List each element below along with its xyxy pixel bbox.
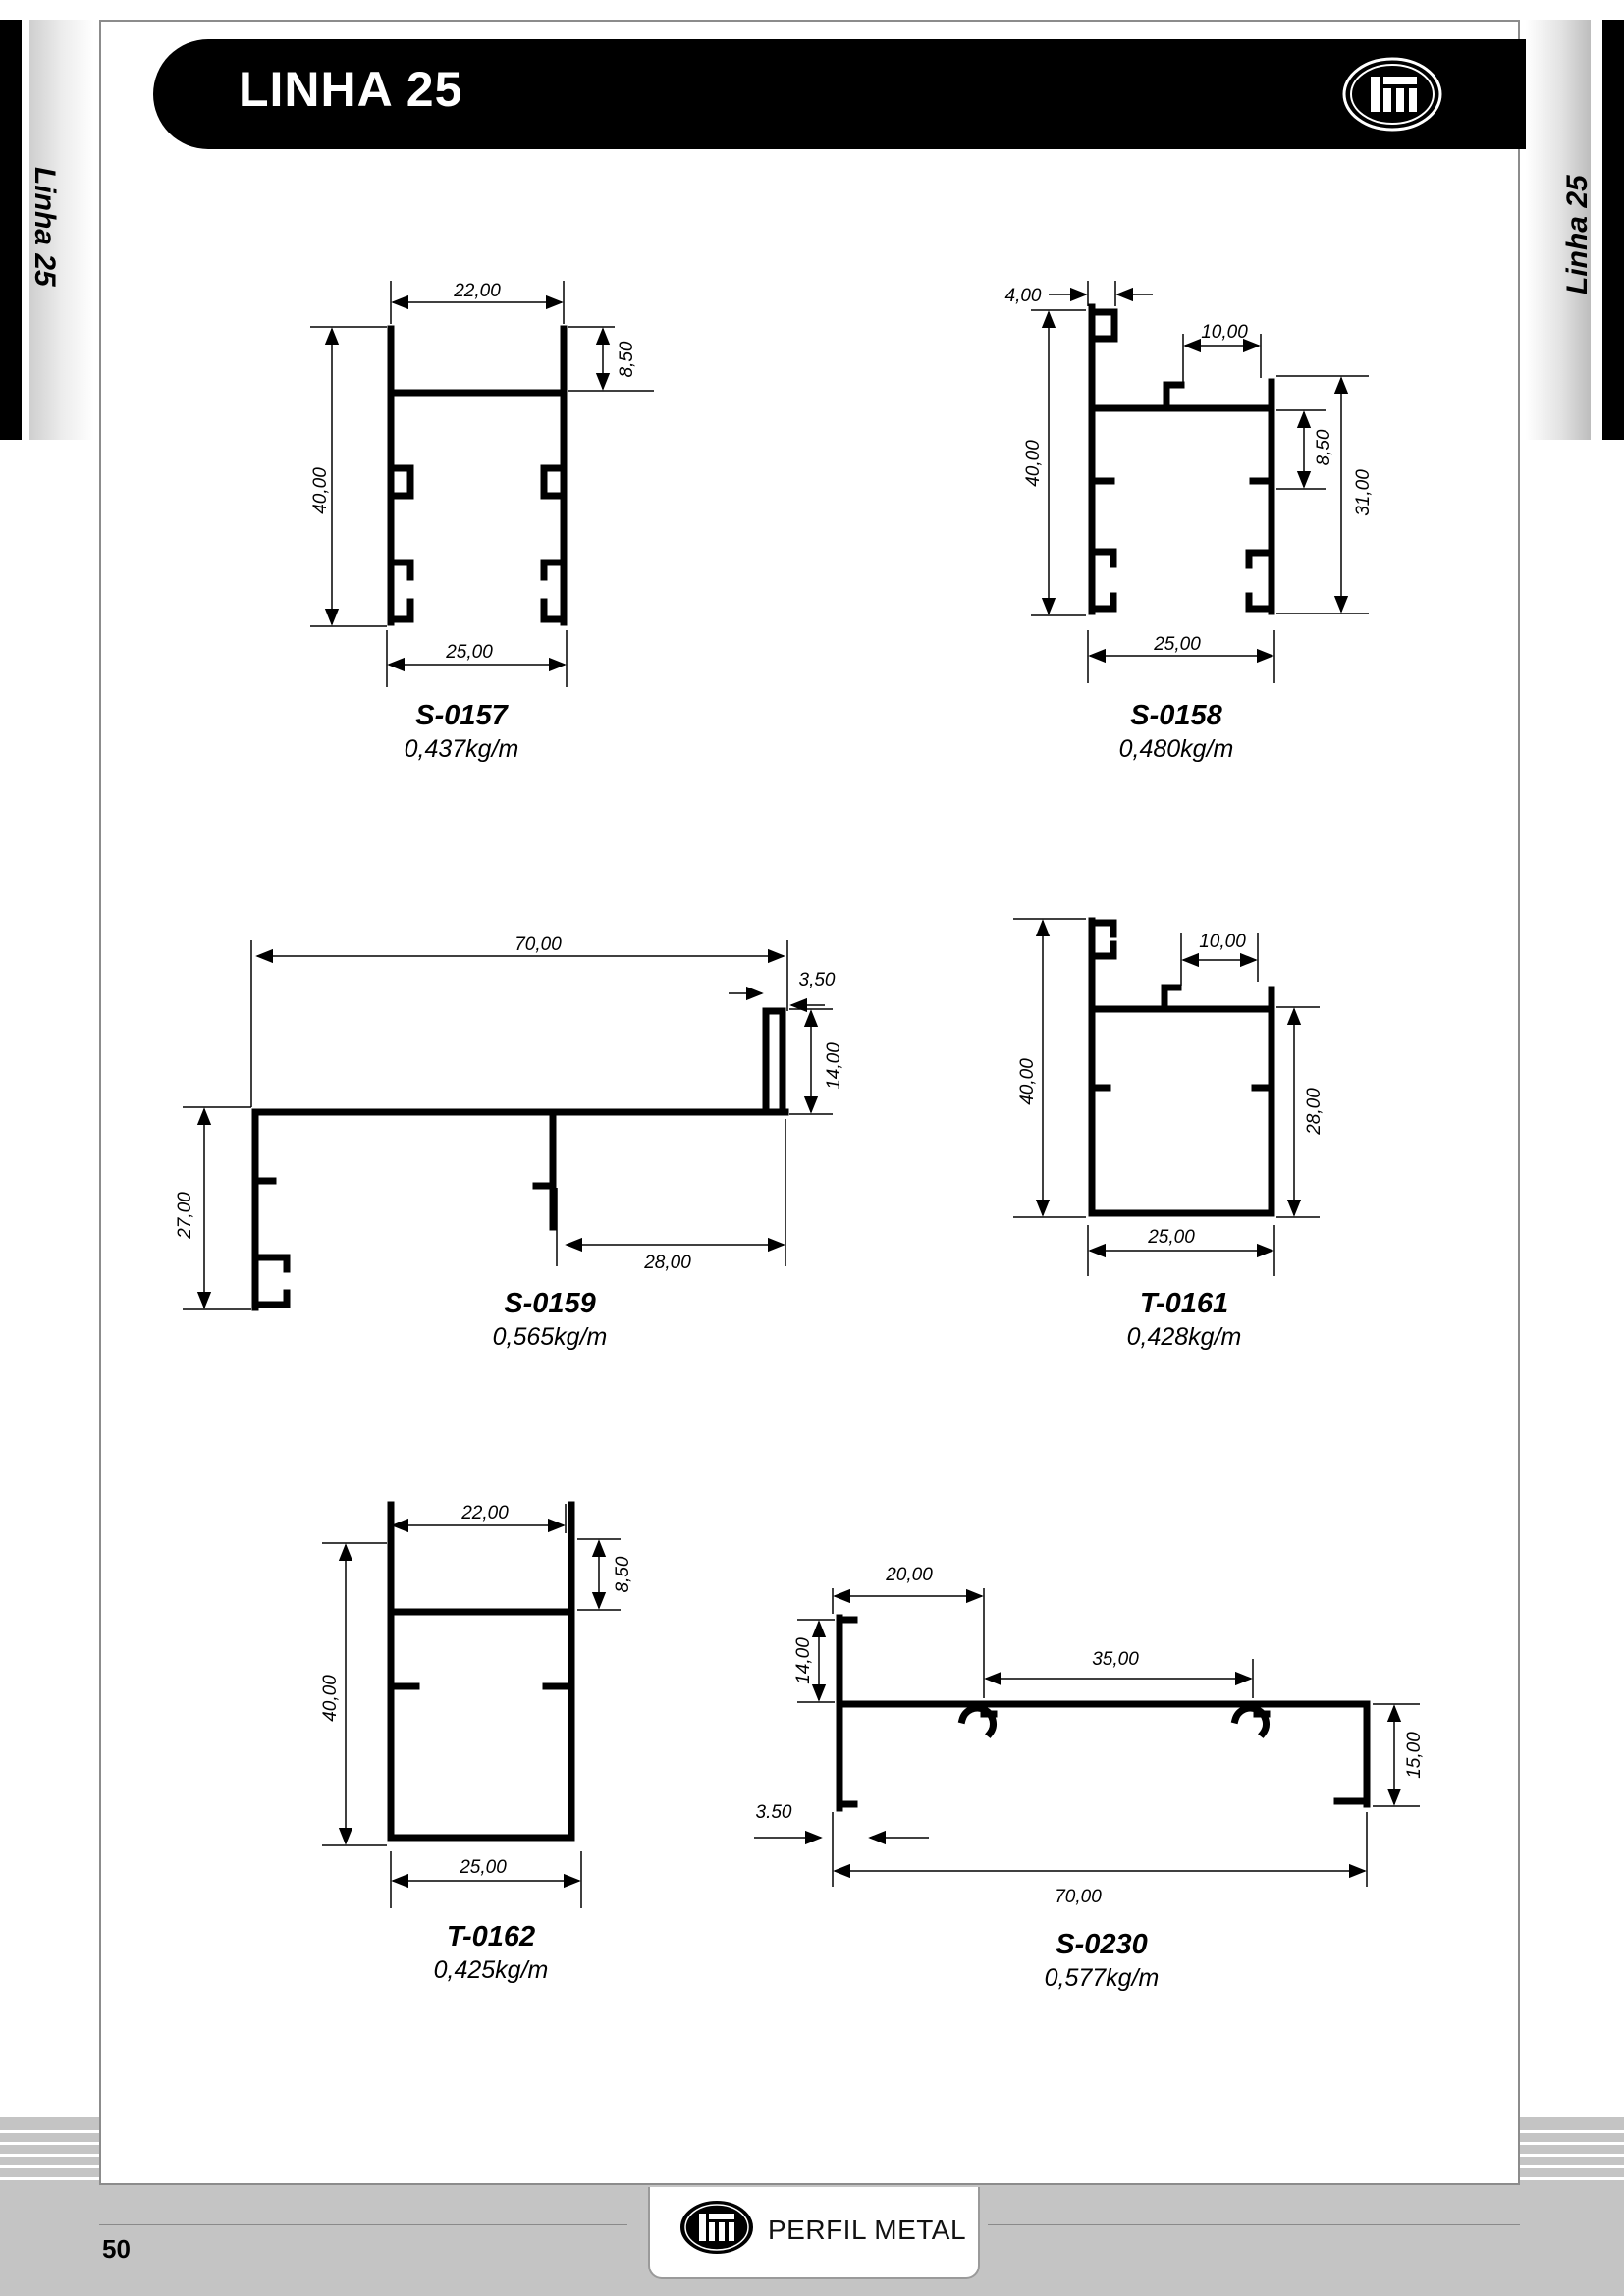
profile-weight: 0,480kg/m xyxy=(1118,735,1234,763)
dim-s0230-bottom: 70,00 xyxy=(1055,1887,1102,1907)
dim-t0161-bottom: 25,00 xyxy=(1148,1227,1195,1248)
dim-s0157-left: 40,00 xyxy=(310,467,331,514)
dim-t0162-left: 40,00 xyxy=(320,1675,341,1722)
page-title: LINHA 25 xyxy=(239,62,463,117)
profile-code: S-0158 xyxy=(1130,700,1222,731)
dim-s0230-left: 14,00 xyxy=(793,1637,814,1684)
dim-s0159-right: 14,00 xyxy=(824,1042,844,1090)
dim-t0162-top: 22,00 xyxy=(461,1503,509,1523)
profile-weight: 0,437kg/m xyxy=(404,735,519,763)
profile-weight: 0,565kg/m xyxy=(492,1323,608,1351)
profile-s0157 xyxy=(310,281,654,763)
dim-s0159-left: 27,00 xyxy=(175,1192,195,1239)
dim-s0158-right: 31,00 xyxy=(1353,469,1374,516)
dim-s0159-top: 70,00 xyxy=(514,934,562,955)
profile-code: T-0161 xyxy=(1139,1288,1229,1319)
profile-s0159 xyxy=(175,934,844,1351)
dim-s0230-right: 15,00 xyxy=(1404,1732,1425,1779)
dim-t0162-right: 8,50 xyxy=(613,1556,633,1593)
profile-code: S-0159 xyxy=(504,1288,596,1319)
dim-s0230-top: 20,00 xyxy=(886,1565,933,1585)
dim-t0161-right: 28,00 xyxy=(1304,1088,1325,1135)
dim-s0159-bottom: 28,00 xyxy=(644,1253,691,1273)
dim-s0158-step: 10,00 xyxy=(1201,322,1248,343)
profile-t0162 xyxy=(320,1503,633,1984)
profile-code: T-0162 xyxy=(446,1921,536,1952)
profile-code: S-0157 xyxy=(415,700,508,731)
dim-s0158-left: 40,00 xyxy=(1023,440,1044,487)
dim-s0158-inner: 8,50 xyxy=(1314,429,1334,466)
dim-s0230-mid: 35,00 xyxy=(1092,1649,1139,1670)
dim-s0230-lip: 3.50 xyxy=(755,1802,792,1823)
dim-s0157-top: 22,00 xyxy=(454,281,501,301)
profile-weight: 0,428kg/m xyxy=(1126,1323,1242,1351)
profile-weight: 0,577kg/m xyxy=(1044,1964,1160,1992)
profile-s0230 xyxy=(754,1565,1425,1992)
brand-name: PERFIL METAL xyxy=(768,2215,967,2245)
dim-s0157-right: 8,50 xyxy=(617,341,637,378)
dim-t0162-bottom: 25,00 xyxy=(460,1857,507,1878)
dim-t0161-left: 40,00 xyxy=(1017,1058,1038,1105)
profile-weight: 0,425kg/m xyxy=(433,1956,549,1984)
dim-s0158-bottom: 25,00 xyxy=(1154,634,1201,655)
dim-s0158-lip: 4,00 xyxy=(1004,286,1042,306)
side-tab-label-left: Linha 25 xyxy=(28,167,61,287)
dim-t0161-step: 10,00 xyxy=(1199,932,1246,952)
profile-t0161 xyxy=(1013,919,1325,1351)
footer-rule-left xyxy=(99,2224,627,2225)
brand-logo-icon xyxy=(677,2197,756,2258)
dim-s0159-lip: 3,50 xyxy=(798,970,836,990)
profile-s0158 xyxy=(1005,281,1374,763)
profile-code: S-0230 xyxy=(1056,1929,1148,1960)
side-tab-label-right: Linha 25 xyxy=(1561,175,1594,294)
page-number: 50 xyxy=(102,2234,131,2264)
footer-rule-right xyxy=(988,2224,1520,2225)
dim-s0157-bottom: 25,00 xyxy=(446,642,493,663)
